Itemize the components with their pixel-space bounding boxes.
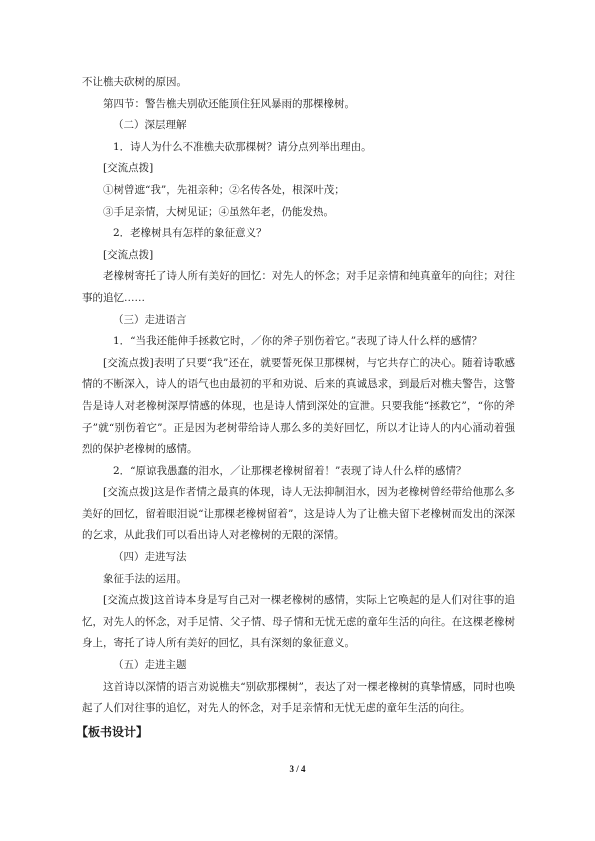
- page-body: [76, 72, 515, 743]
- board-design-heading: 【板书设计】: [76, 724, 149, 739]
- section-heading-deep-understanding: （二）深层理解: [113, 119, 187, 132]
- answer-paragraph-4: [交流点拨]这是作者情之最真的体现，诗人无法抑制泪水，因为老橡树曾经带给他那么多美好的回忆，留着眼泪说“让那棵老橡树留着”，这是诗人为了让樵夫留下老橡树而发出的深深的乞求，从此我们可以看出诗人对老橡树的无限的深情。: [82, 486, 515, 542]
- answer-paragraph-3: [交流点拨]表明了只要“我”还在，就要誓死保卫那棵树，与它共存亡的决心。随着诗歌感情的不断深入，诗人的语气也由最初的平和劝说、后来的真诚恳求，到最后对樵夫警告，这警告是诗人对老橡树深厚情感的体现，也是诗人情到深处的宣泄。只要我能“拯救它”，“你的斧子”就“别伤着它”。正是因为老树带给诗人那么多的美好回忆，所以才让诗人的内心涌动着强烈的保护老橡树的感情。: [82, 356, 515, 456]
- page-number: 3 / 4: [289, 764, 306, 774]
- discussion-label-1: [交流点拨]: [103, 162, 154, 175]
- answer-paragraph-5: [交流点拨]这首诗本身是写自己对一棵老橡树的感情，实际上它唤起的是人们对往事的追忆，对先人的怀念，对手足情、父子情、母子情和无忧无虑的童年生活的向往。在这棵老橡树身上，寄托了诗人所有美好的回忆，具有深刻的象征意义。: [82, 594, 515, 650]
- question-1: 1．诗人为什么不准樵夫砍那棵树？请分点列举出理由。: [113, 140, 372, 153]
- writing-technique: 象征手法的运用。: [103, 572, 187, 585]
- discussion-label-2: [交流点拨]: [103, 248, 154, 261]
- answer-paragraph-2: 老橡树寄托了诗人所有美好的回忆：对先人的怀念；对手足亲情和纯真童年的向往；对往事的追忆……: [82, 270, 515, 304]
- answer-list-1: ①树曾遮“我”，先祖亲种；②名传各处，根深叶茂；: [103, 183, 345, 196]
- section-heading-theme: （五）走进主题: [113, 659, 187, 672]
- question-2: 2．老橡树具有怎样的象征意义？: [113, 227, 267, 240]
- question-4: 2．“原谅我愚蠢的泪水，／让那棵老橡树留着！”表现了诗人什么样的感情？: [113, 464, 467, 477]
- paragraph-1: 不让樵夫砍树的原因。: [82, 76, 187, 88]
- section-heading-writing: （四）走进写法: [113, 551, 187, 564]
- theme-paragraph: 这首诗以深情的语言劝说樵夫“别砍那棵树”，表达了对一棵老橡树的真挚情感，同时也唤起了人们对往事的追忆，对先人的怀念，对手足亲情和无忧无虑的童年生活的向往。: [82, 680, 515, 715]
- section-heading-language: （三）走进语言: [113, 313, 187, 326]
- answer-list-2: ③手足亲情，大树见证；④虽然年老，仍能发热。: [103, 205, 334, 218]
- question-3: 1．“当我还能伸手拯救它时，／你的斧子别伤着它。”表现了诗人什么样的感情？: [113, 335, 483, 348]
- paragraph-2: 第四节：警告樵夫别砍还能顶住狂风暴雨的那棵橡树。: [103, 97, 355, 110]
